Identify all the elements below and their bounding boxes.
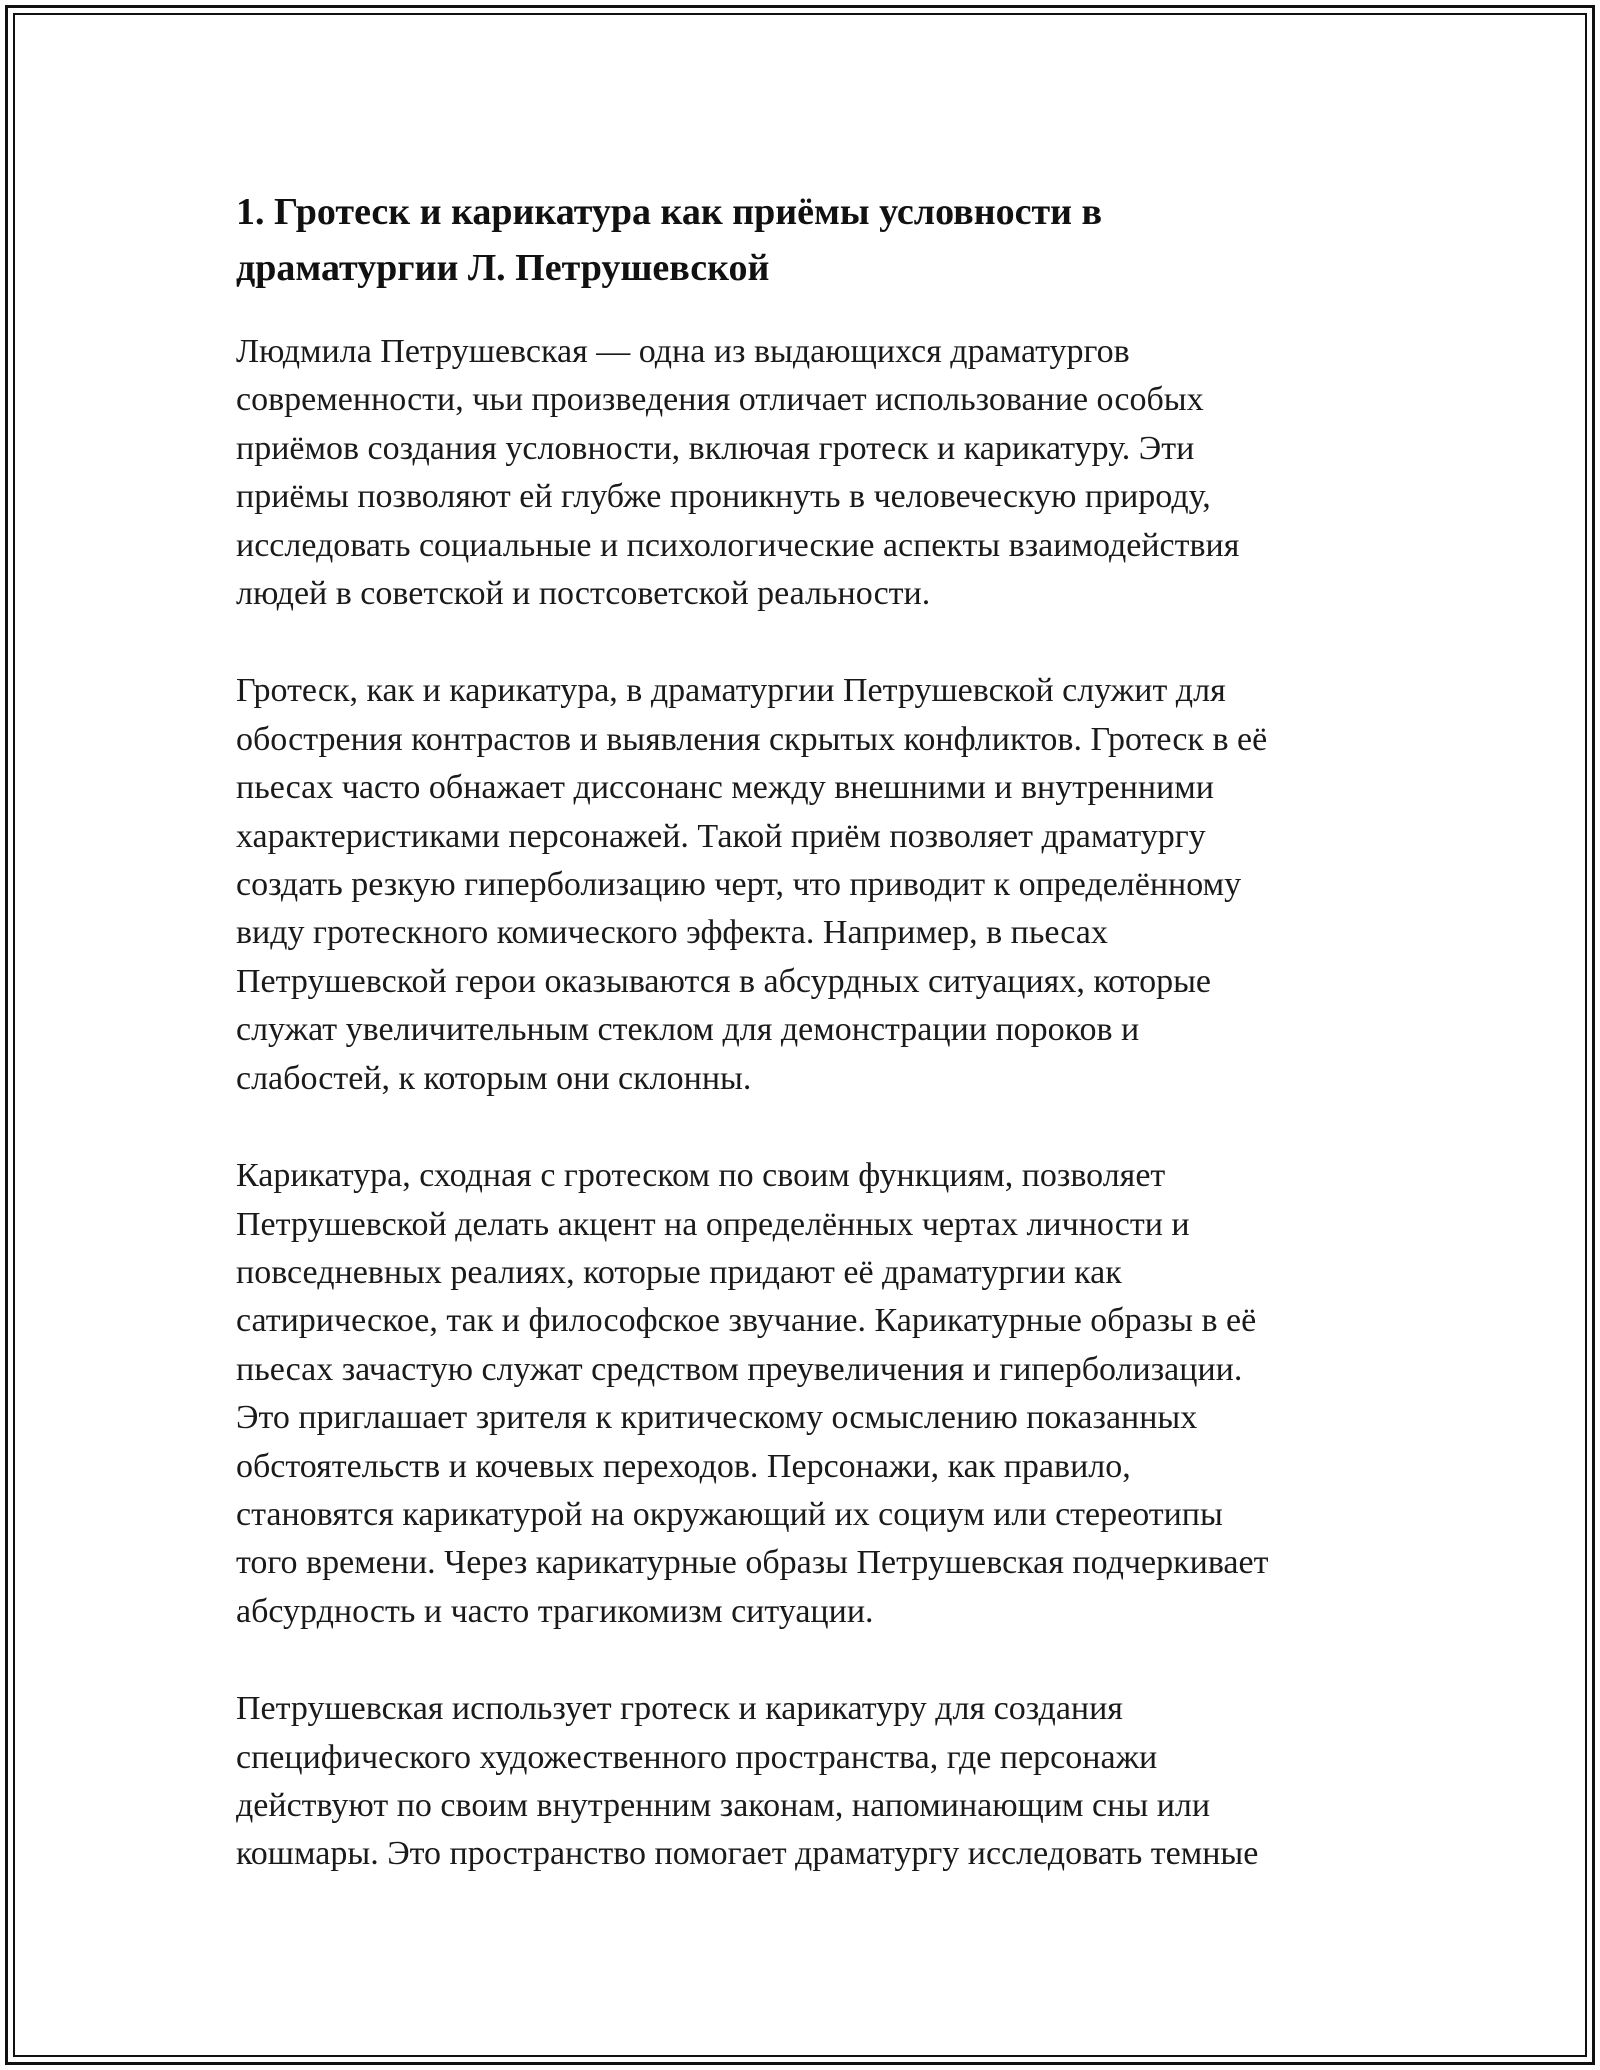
text-line: специфического художественного пространства, где персонажи <box>236 1738 1158 1776</box>
text-line: современности, чьи произведения отличает использование особых <box>236 381 1204 419</box>
paragraph-1 <box>236 328 1366 618</box>
text-line: слабостей, к которым они склонны. <box>236 1059 752 1097</box>
section-heading <box>236 184 1366 296</box>
text-line: приёмов создания условности, включая гротеск и карикатуру. Эти <box>236 429 1195 467</box>
text-line: пьесах зачастую служат средством преувеличения и гиперболизации. <box>236 1350 1243 1388</box>
text-line: Гротеск, как и карикатура, в драматургии Петрушевской служит для <box>236 672 1226 710</box>
text-line: создать резкую гиперболизацию черт, что приводит к определённому <box>236 866 1242 904</box>
heading-line: драматургии Л. Петрушевской <box>236 247 770 289</box>
text-line: действуют по своим внутренним законам, напоминающим сны или <box>236 1786 1211 1824</box>
text-line: того времени. Через карикатурные образы Петрушевская подчеркивает <box>236 1544 1269 1582</box>
text-line: Петрушевская использует гротеск и карикатуру для создания <box>236 1690 1123 1728</box>
text-line: кошмары. Это пространство помогает драматургу исследовать темные <box>236 1835 1259 1873</box>
text-line: Людмила Петрушевская — одна из выдающихся драматургов <box>236 333 1130 370</box>
document-body <box>236 184 1366 1879</box>
text-line: людей в советской и постсоветской реальности. <box>236 575 931 613</box>
paragraph-3 <box>236 1152 1366 1636</box>
text-line: виду гротескного комического эффекта. Например, в пьесах <box>236 914 1108 952</box>
text-line: Это приглашает зрителя к критическому осмыслению показанных <box>236 1399 1198 1437</box>
text-line: приёмы позволяют ей глубже проникнуть в человеческую природу, <box>236 478 1211 516</box>
text-line: Карикатура, сходная с гротеском по своим функциям, позволяет <box>236 1157 1166 1195</box>
text-line: становятся карикатурой на окружающий их социум или стереотипы <box>236 1495 1223 1533</box>
text-line: абсурдность и часто трагикомизм ситуации. <box>236 1592 874 1630</box>
text-line: пьесах часто обнажает диссонанс между внешними и внутренними <box>236 769 1214 807</box>
text-line: Петрушевской герои оказываются в абсурдных ситуациях, которые <box>236 962 1212 1000</box>
paragraph-4 <box>236 1685 1366 1879</box>
text-line: обострения контрастов и выявления скрытых конфликтов. Гротеск в её <box>236 720 1268 758</box>
text-line: Петрушевской делать акцент на определённых чертах личности и <box>236 1205 1190 1243</box>
text-line: исследовать социальные и психологические аспекты взаимодействия <box>236 526 1240 564</box>
text-line: обстоятельств и кочевых переходов. Персонажи, как правило, <box>236 1447 1131 1485</box>
text-line: сатирическое, так и философское звучание. Карикатурные образы в её <box>236 1302 1257 1340</box>
text-line: характеристиками персонажей. Такой приём позволяет драматургу <box>236 817 1206 855</box>
heading-line: 1. Гротеск и карикатура как приёмы условности в <box>236 191 1103 233</box>
paragraph-2 <box>236 667 1366 1103</box>
text-line: служат увеличительным стеклом для демонстрации пороков и <box>236 1011 1140 1049</box>
text-line: повседневных реалиях, которые придают её драматургии как <box>236 1253 1122 1291</box>
